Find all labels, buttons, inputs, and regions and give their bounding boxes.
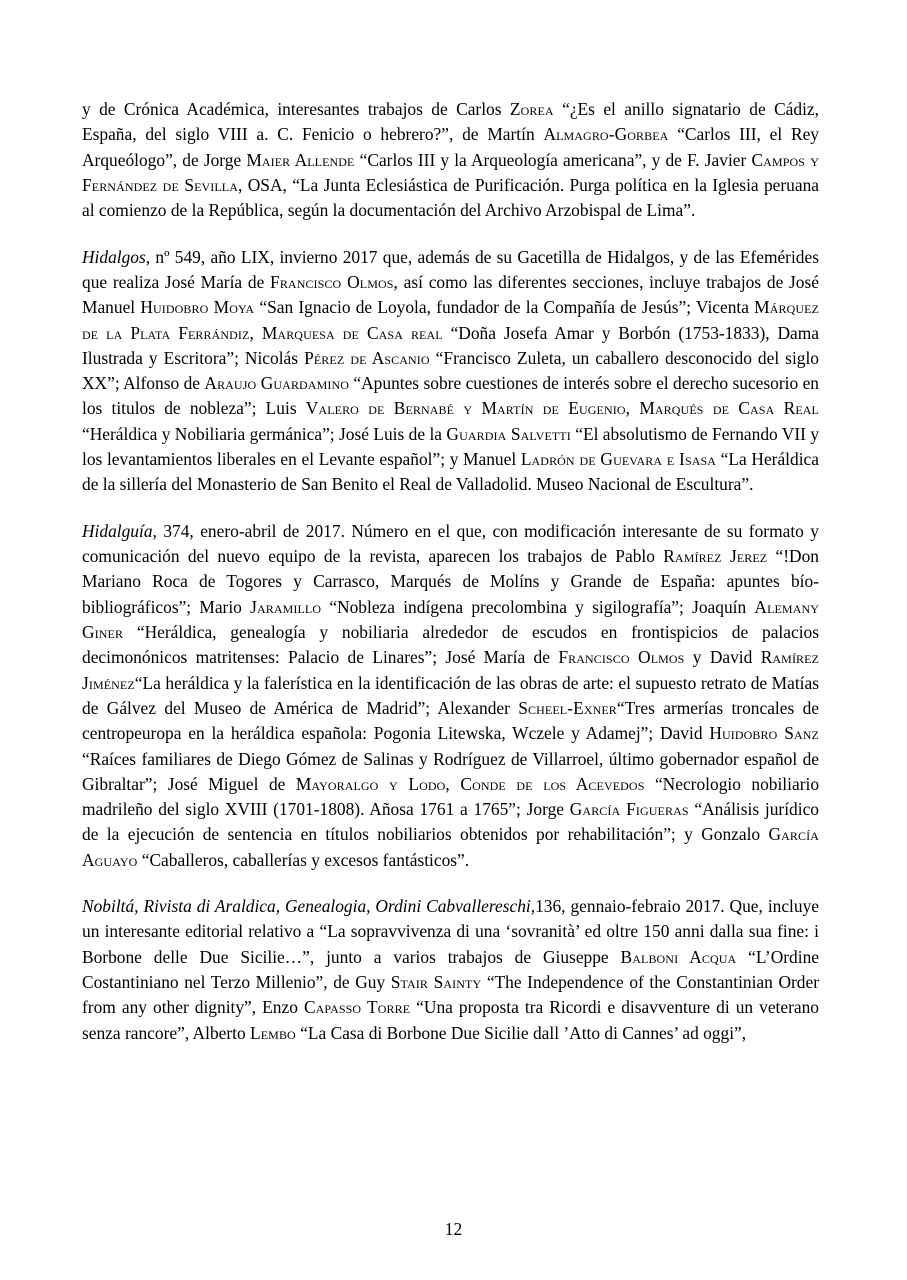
text-run: “¿Es el anillo signatario de Cádiz, España, del siglo VIII a. C. Fenicio o hebrero?”, de Martín <box>82 99 819 145</box>
text-run: , OSA, “La Junta Eclesiástica de Purificación. Purga política en la Iglesia peruana al comienzo de la República, según la documentación del Archivo Arzobispal de Lima”. <box>82 174 820 221</box>
author-name-smallcaps: Pérez de Ascanio <box>304 347 430 368</box>
text-run: nº 549, año LIX, invierno 2017 que, además de su Gacetilla de Hidalgos, y de las Efemérides que realiza José María de <box>82 246 819 292</box>
author-name-smallcaps: Huidobro Moya <box>140 297 255 318</box>
author-name-smallcaps: Ramírez Jerez <box>663 546 768 566</box>
journal-title-italic: Hidalgos, <box>82 246 151 267</box>
author-name-smallcaps: García Figueras <box>569 799 689 820</box>
paragraph <box>82 519 819 873</box>
author-name-smallcaps: Jaramillo <box>250 596 322 617</box>
author-name-smallcaps: Capasso Torre <box>303 997 411 1018</box>
text-run: “El absolutismo de Fernando VII y los levantamientos liberales en el Levante español”; y Manuel <box>82 423 820 470</box>
text-run: “Tres armerías troncales de centropeuropa en la heráldica española: Pogonia Litewska, Wczele y Adamej”; David <box>82 697 819 744</box>
author-name-smallcaps: Maier Allende <box>246 149 355 170</box>
author-name-smallcaps: Stair Sainty <box>390 972 482 992</box>
text-run: y David <box>684 647 761 668</box>
author-name-smallcaps: Francisco Olmos <box>558 647 685 668</box>
paragraph <box>82 245 819 498</box>
text-run: “Carlos III, el Rey Arqueólogo”, de Jorge <box>82 124 819 170</box>
text-run: “Una proposta tra Ricordi e disavventure di un veterano senza rancore”, Alberto <box>82 997 819 1043</box>
author-name-smallcaps: Zorea <box>509 99 554 119</box>
author-name-smallcaps: Guardia Salvetti <box>446 423 571 444</box>
text-run: “La Casa di Borbone Due Sicilie dall ’Atto di Cannes’ ad oggi”, <box>295 1022 747 1043</box>
text-run: “The Independence of the Constantinian Order from any other dignity”, Enzo <box>82 972 819 1018</box>
text-run: “Necrologio nobiliario madrileño del siglo XVIII (1701-1808). Añosa 1761 a 1765”; Jorge <box>82 773 820 820</box>
author-name-smallcaps: Márquez de la Plata Ferrándiz, Marquesa de Casa real <box>82 297 819 343</box>
text-run: y de Crónica Académica, interesantes trabajos de Carlos <box>82 99 510 119</box>
text-run: “Apuntes sobre cuestiones de interés sobre el derecho sucesorio en los titulos de nobleza”; Luis <box>82 373 820 419</box>
text-run: “La heráldica y la falerística en la identificación de las obras de arte: el supuesto retrato de Matías de Gálvez del Museo de América de Madrid”; Alexander <box>82 672 819 718</box>
author-name-smallcaps: Araujo Guardamino <box>204 373 349 394</box>
text-run: “Francisco Zuleta, un caballero desconocido del siglo XX”; Alfonso de <box>82 347 820 394</box>
text-run: 136, gennaio-febraio 2017. Que, incluye un interesante editorial relativo a “La sopravvivenza di una ‘sovranità’ ed oltre 150 anni dalla sua fine: i Borbone delle Due Sicilie…”, junto a varios trabajos de Giuseppe <box>82 896 820 967</box>
author-name-smallcaps: Ramírez Jiménez <box>82 647 819 693</box>
author-name-smallcaps: Balboni Acqua <box>620 946 737 967</box>
paragraph <box>82 894 819 1046</box>
text-run: “Análisis jurídico de la ejecución de sentencia en títulos nobiliarios obtenidos por rehabilitación”; y Gonzalo <box>82 799 819 845</box>
text-run: “Nobleza indígena precolombina y sigilografía”; Joaquín <box>321 596 755 617</box>
text-run: “Carlos III y la Arqueología americana”, y de F. Javier <box>354 149 752 170</box>
text-run: “!Don Mariano Roca de Togores y Carrasco, Marqués de Molíns y Grande de España: apuntes bío-bibliográficos”; Mario <box>82 546 819 617</box>
journal-title-italic: Hidalguía, <box>82 520 157 541</box>
author-name-smallcaps: Lembo <box>250 1022 296 1043</box>
text-run: “L’Ordine Costantiniano nel Terzo Millenio”, de Guy <box>82 946 819 992</box>
author-name-smallcaps: Huidobro Sanz <box>709 723 819 744</box>
author-name-smallcaps: Francisco Olmos <box>270 271 394 292</box>
text-run: “Heráldica y Nobiliaria germánica”; José Luis de la <box>82 423 447 444</box>
author-name-smallcaps: Ladrón de Guevara e Isasa <box>520 449 717 470</box>
page-number: 12 <box>444 1219 463 1239</box>
text-run: “Caballeros, caballerías y excesos fantásticos”. <box>137 849 470 870</box>
author-name-smallcaps: Mayoralgo y Lodo, Conde de los Acevedos <box>295 773 645 794</box>
journal-title-italic: Nobiltá, Rivista di Araldica, Genealogia, Ordini Cabvallereschi, <box>82 896 536 917</box>
author-name-smallcaps: Almagro-Gorbea <box>543 124 669 145</box>
text-run: “Doña Josefa Amar y Borbón (1753-1833), Dama Ilustrada y Escritora”; Nicolás <box>82 322 820 368</box>
paragraph <box>82 97 819 224</box>
author-name-smallcaps: Valero de Bernabé y Martín de Eugenio, Marqués de Casa Real <box>305 398 819 419</box>
text-run: 374, enero-abril de 2017. Número en el que, con modificación interesante de su formato y comunicación del nuevo equipo de la revista, aparecen los trabajos de Pablo <box>82 520 819 566</box>
text-run: “Raíces familiares de Diego Gómez de Salinas y Rodríguez de Villarroel, último gobernador español de Gibraltar”; José Miguel de <box>82 748 819 794</box>
text-run: “La Heráldica de la sillería del Monasterio de San Benito el Real de Valladolid. Museo Nacional de Escultura”. <box>82 449 819 495</box>
page-body-text <box>82 97 819 1046</box>
text-run: , así como las diferentes secciones, incluye trabajos de José Manuel <box>82 271 819 318</box>
author-name-smallcaps: Scheel-Exner <box>518 697 617 718</box>
text-run: “San Ignacio de Loyola, fundador de la Compañía de Jesús”; Vicenta <box>254 297 755 318</box>
author-name-smallcaps: Campos y Fernández de Sevilla <box>82 149 820 195</box>
text-run: “Heráldica, genealogía y nobiliaria alrededor de escudos en frontispicios de palacios decimonónicos matritenses: Palacio de Linares”; José María de <box>82 621 819 668</box>
author-name-smallcaps: García Aguayo <box>82 824 819 870</box>
author-name-smallcaps: Alemany Giner <box>82 596 819 642</box>
